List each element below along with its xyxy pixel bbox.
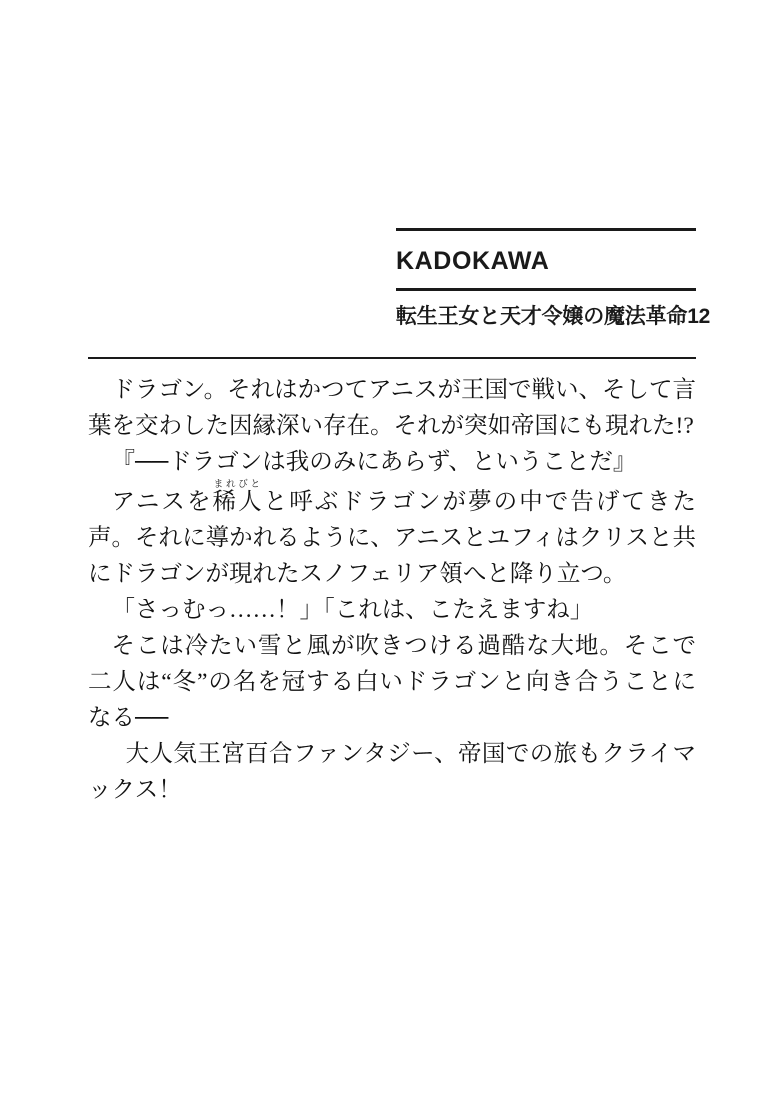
- blurb-text-block: [88, 372, 696, 808]
- blurb-paragraph-6: 大人気王宮百合ファンタジー、帝国での旅もクライマックス！: [88, 741, 696, 803]
- blurb-paragraph-3: [88, 480, 696, 592]
- publisher-masthead: [396, 228, 711, 340]
- blurb-paragraph-5: そこは冷たい雪と風が吹きつける過酷な大地。そこで二人は“冬”の名を冠する白いドラゴンと向き合うことになる──: [88, 633, 696, 731]
- ruby-reading: まれびと: [212, 480, 262, 490]
- ruby-marebito: [212, 480, 264, 515]
- blurb-paragraph-2: 『──ドラゴンは我のみにあらず、ということだ』: [111, 449, 637, 475]
- blurb-paragraph-3-after: と呼ぶドラゴンが夢の中で告げてきた声。それに導かれるように、アニスとユフィはクリスと共にドラゴンが現れたスノフェリア領へと降り立つ。: [88, 489, 697, 587]
- ruby-base: 稀人: [212, 489, 264, 515]
- book-title: 転生王女と天才令嬢の魔法革命12: [396, 305, 711, 328]
- publisher-logo-text: KADOKAWA: [396, 247, 550, 275]
- blurb-paragraph-3-before: アニスを: [111, 489, 213, 515]
- blurb-paragraph-4: 「さっむっ……！」「これは、こたえますね」: [111, 597, 594, 623]
- blurb-paragraph-1: ドラゴン。それはかつてアニスが王国で戦い、そして言葉を交わした因縁深い存在。それが突如帝国にも現れた!?: [88, 377, 696, 439]
- blurb-divider-rule: [88, 357, 696, 359]
